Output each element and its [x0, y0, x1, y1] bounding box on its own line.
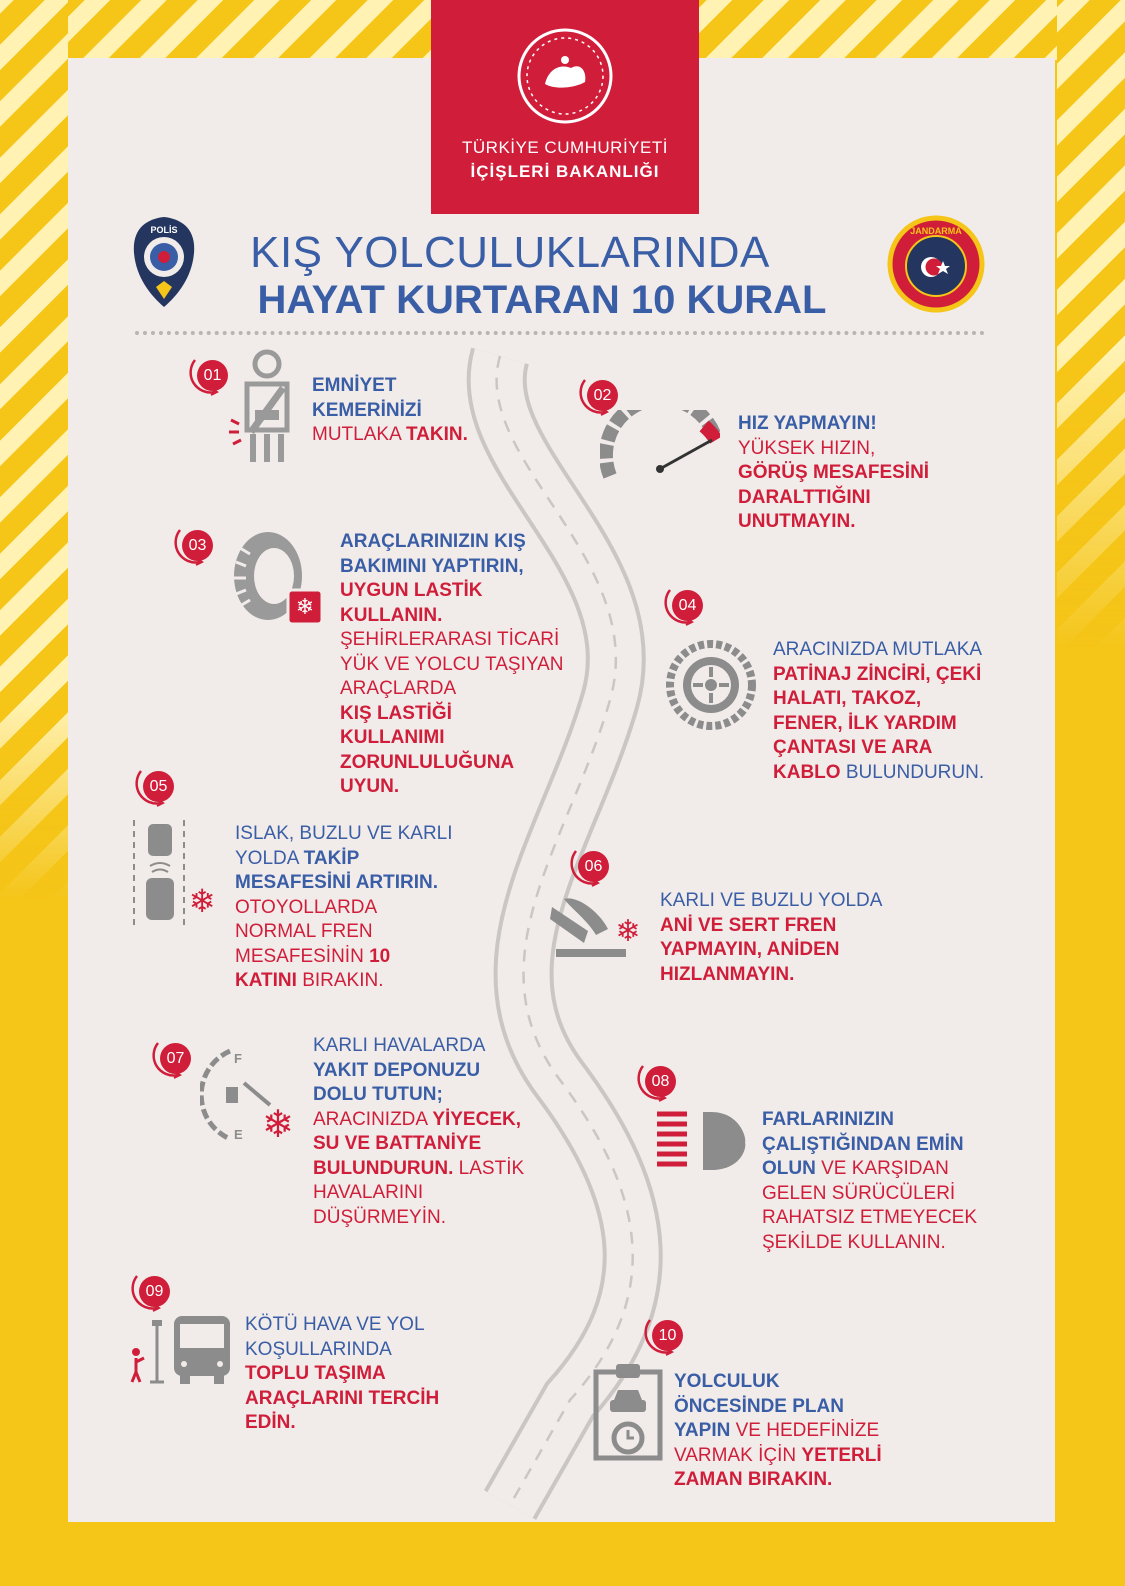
rule-09-text-segment: EDİN. [245, 1412, 296, 1433]
rule-08-text-segment: ŞEKİLDE KULLANIN. [762, 1231, 946, 1253]
bus-stop-icon [126, 1312, 236, 1387]
rule-09-text-segment: KÖTÜ HAVA VE YOL [245, 1314, 425, 1335]
brake-pedal-icon [548, 895, 648, 959]
rule-06-text [660, 889, 882, 987]
rule-09-number-badge: 09 [139, 1276, 170, 1307]
rule-09-text-segment: KOŞULLARINDA [245, 1338, 392, 1360]
rule-09-text-segment: TOPLU TAŞIMA [245, 1363, 386, 1384]
rule-02-text-segment: GÖRÜŞ MESAFESİNİ [738, 462, 930, 483]
rule-03-text-segment: KULLANIN. [340, 604, 443, 626]
rule-07-number-badge: 07 [160, 1043, 191, 1074]
speedometer-icon [600, 410, 720, 480]
jandarma-logo-text: JANDARMA [910, 226, 962, 236]
rule-05-text [235, 822, 453, 994]
rule-03-text-segment: KULLANIMI [340, 727, 445, 748]
poster-title-line2: HAYAT KURTARAN 10 KURAL [257, 278, 827, 322]
ministry-name-line2: İÇİŞLERİ BAKANLIĞI [470, 162, 660, 181]
rule-01-text-segment: EMNİYET [312, 375, 397, 396]
rule-10-number-badge: 10 [652, 1320, 683, 1351]
rule-07-text-segment: ARACINIZDA [313, 1108, 433, 1130]
rule-08-text [762, 1108, 977, 1255]
rule-05-text-segment: MESAFESİNİN [235, 945, 370, 967]
rule-10-text-segment: VARMAK İÇİN [674, 1444, 802, 1466]
rule-03-text-segment: UYGUN LASTİK [340, 580, 483, 601]
rule-07-text-segment: SU VE BATTANİYE [313, 1133, 482, 1154]
following-distance-icon [128, 820, 228, 928]
rule-03-text-segment: BAKIMINI YAPTIRIN, [340, 555, 524, 577]
rule-07-text-segment: KARLI HAVALARDA [313, 1035, 486, 1056]
rule-02-text-segment: YÜKSEK HIZIN, [738, 437, 876, 459]
rule-05-text-segment: KATINI [235, 970, 297, 991]
rule-05-text-segment: ISLAK, BUZLU VE KARLI [235, 823, 453, 844]
rule-10-text-segment: ZAMAN BIRAKIN. [674, 1469, 833, 1490]
seatbelt-icon [225, 348, 305, 468]
rule-04-text-segment: ARACINIZDA MUTLAKA [773, 639, 983, 660]
rule-06-text-segment: KARLI VE BUZLU YOLDA [660, 890, 883, 911]
rule-05-text-segment: BIRAKIN. [296, 970, 384, 991]
rule-04-number-badge: 04 [672, 590, 703, 621]
rule-08-text-segment: FARLARINIZIN [762, 1109, 894, 1130]
rule-08-number-badge: 08 [645, 1066, 676, 1097]
rule-07-text-segment: DOLU TUTUN; [313, 1084, 443, 1105]
trip-plan-icon [592, 1360, 672, 1465]
police-logo-text: POLİS [150, 225, 178, 235]
rule-08-text-segment: OLUN [762, 1158, 816, 1179]
dotted-divider [135, 331, 985, 335]
rule-03-text-segment: KIŞ LASTİĞİ [340, 702, 452, 724]
svg-text:F: F [234, 1051, 242, 1066]
rule-09-text-segment: ARAÇLARINI TERCİH [245, 1387, 440, 1409]
fuel-gauge-icon [200, 1045, 310, 1145]
rule-03-text-segment: ŞEHİRLERARASI TİCARİ [340, 629, 560, 650]
jandarma-logo [887, 215, 985, 313]
rule-05-text-segment: TAKİP [303, 847, 360, 869]
rule-07-text-segment: LASTİK [453, 1157, 525, 1179]
rule-03-text-segment: ARAÇLARDA [340, 678, 457, 699]
rule-05-text-segment: 10 [369, 945, 391, 967]
rule-10-text-segment: YETERLİ [801, 1444, 882, 1466]
rule-04-text-segment: ÇANTASI VE ARA [773, 737, 933, 758]
rule-01-text-segment: TAKIN. [405, 424, 468, 445]
rule-04-text-segment: HALATI, TAKOZ, [773, 688, 922, 709]
rule-03-text [340, 530, 564, 800]
police-logo [128, 215, 200, 310]
rule-02-text-segment: DARALTTIĞINI [738, 486, 871, 508]
rule-01-number-badge: 01 [197, 360, 228, 391]
rule-07-text [313, 1034, 524, 1230]
rule-04-text [773, 638, 984, 785]
rule-08-text-segment: ÇALIŞTIĞINDAN EMİN [762, 1133, 964, 1155]
rule-04-text-segment: PATİNAJ ZİNCİRİ, ÇEKİ [773, 663, 982, 685]
rule-07-text-segment: DÜŞÜRMEYİN. [313, 1206, 447, 1228]
svg-text:❄: ❄ [188, 882, 216, 920]
rule-04-text-segment: KABLO [773, 761, 841, 783]
snow-chain-icon [666, 640, 756, 730]
rule-08-text-segment: GELEN SÜRÜCÜLERİ [762, 1182, 956, 1204]
rule-03-text-segment: ARAÇLARINIZIN KIŞ [340, 531, 526, 552]
rule-02-text [738, 412, 929, 535]
rule-06-text-segment: HIZLANMAYIN. [660, 963, 795, 985]
rule-10-text-segment: YAPIN [674, 1420, 731, 1441]
rule-02-text-segment: UNUTMAYIN. [738, 511, 856, 532]
rule-08-text-segment: VE KARŞIDAN [815, 1158, 949, 1179]
rule-05-text-segment: OTOYOLLARDA [235, 896, 378, 918]
ministry-emblem-icon [515, 26, 615, 126]
rule-03-text-segment: ZORUNLULUĞUNA [340, 751, 515, 773]
rule-02-number-badge: 02 [587, 380, 618, 411]
rule-05-number-badge: 05 [143, 771, 174, 802]
rule-03-text-segment: YÜK VE YOLCU TAŞIYAN [340, 653, 564, 675]
ministry-name-line1: TÜRKİYE CUMHURİYETİ [462, 138, 668, 157]
svg-text:E: E [234, 1127, 243, 1142]
rule-02-text-segment: HIZ YAPMAYIN! [738, 413, 877, 434]
svg-text:❄: ❄ [615, 914, 641, 949]
rule-01-text [312, 374, 468, 448]
svg-text:❄: ❄ [295, 595, 315, 620]
rule-01-text-segment: KEMERİNİZİ [312, 399, 422, 421]
rule-08-text-segment: RAHATSIZ ETMEYECEK [762, 1207, 978, 1228]
headlight-icon [655, 1108, 750, 1173]
rule-09-text [245, 1313, 439, 1436]
rule-07-text-segment: BULUNDURUN. [313, 1157, 454, 1179]
rule-06-text-segment: ANİ VE SERT FREN [660, 914, 837, 936]
rule-10-text [674, 1370, 882, 1493]
rule-07-text-segment: YAKIT DEPONUZU [313, 1059, 481, 1081]
rule-05-text-segment: YOLDA [235, 847, 304, 869]
rule-10-text-segment: VE HEDEFİNİZE [730, 1420, 880, 1441]
rule-06-number-badge: 06 [578, 851, 609, 882]
poster-title-line1: KIŞ YOLCULUKLARINDA [250, 228, 770, 277]
ministry-header [431, 0, 699, 214]
rule-07-text-segment: YİYECEK, [432, 1108, 522, 1130]
rule-07-text-segment: HAVALARINI [313, 1182, 424, 1203]
rule-06-text-segment: YAPMAYIN, ANİDEN [660, 939, 840, 960]
rule-03-text-segment: UYUN. [340, 776, 400, 797]
rule-04-text-segment: BULUNDURUN. [840, 761, 985, 783]
rule-05-text-segment: NORMAL FREN [235, 921, 373, 942]
rule-01-text-segment: MUTLAKA [312, 424, 406, 445]
rule-10-text-segment: YOLCULUK [674, 1371, 780, 1392]
rule-10-text-segment: ÖNCESİNDE PLAN [674, 1395, 844, 1417]
winter-tire-icon [226, 528, 326, 628]
rule-05-text-segment: MESAFESİNİ ARTIRIN. [235, 872, 439, 893]
rule-04-text-segment: FENER, İLK YARDIM [773, 712, 957, 734]
svg-text:❄: ❄ [262, 1102, 294, 1145]
rule-03-number-badge: 03 [182, 530, 213, 561]
